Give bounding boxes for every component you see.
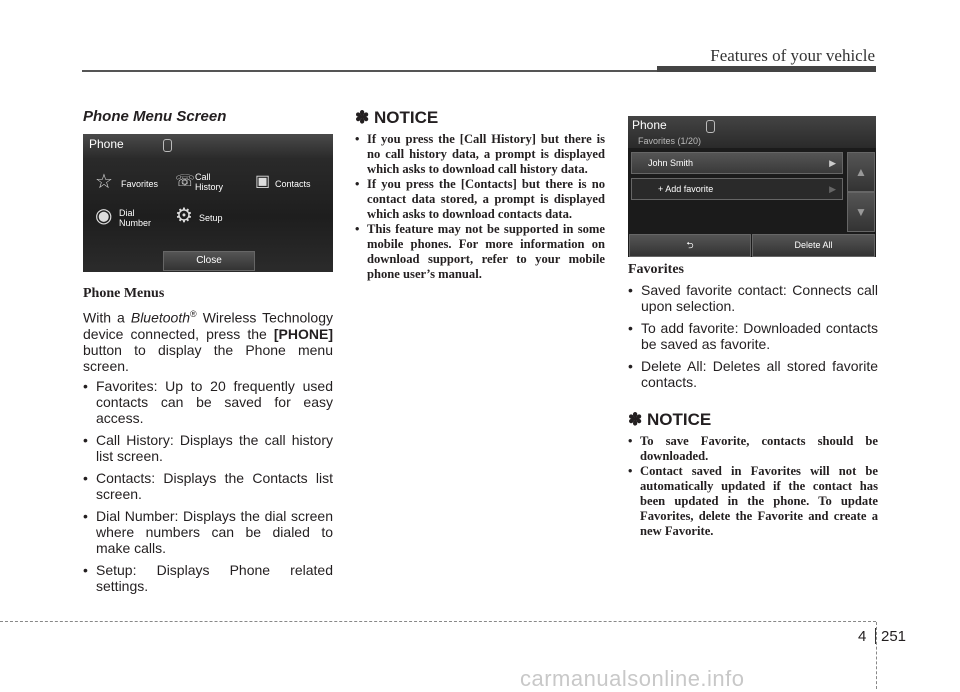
gear-icon: ⚙ [175, 205, 193, 227]
favorites-list [628, 282, 878, 390]
add-favorite-row: + Add favorite ▶ [631, 178, 843, 200]
intro-post: Wireless Technology device connected, press the [83, 309, 333, 342]
phone-key: [PHONE] [273, 325, 333, 342]
notice-title: ✽ NOTICE [355, 108, 439, 127]
footer-vline [876, 622, 877, 689]
delete-all-button: Delete All [752, 234, 875, 257]
list-item: • This feature may not be supported in some mobile phones. For more information on download support, refer to your mobile phone user’s manual. [355, 222, 605, 281]
list-item: • If you press the [Call History] but there is no call history data, a prompt is displayed which asks to download call history data. [355, 132, 605, 176]
scroll-down-icon: ▼ [847, 192, 875, 232]
menu-contacts: Contacts [275, 179, 311, 189]
contacts-icon: ▣ [255, 173, 271, 190]
intro-paragraph [83, 306, 333, 374]
menu-number: Number [119, 218, 152, 228]
menu-dial: Dial [119, 208, 135, 218]
play-icon: ▶ [829, 184, 836, 194]
bluetooth-word: Bluetooth [130, 309, 191, 326]
menu-favorites: Favorites [121, 179, 159, 189]
close-button: Close [163, 251, 255, 271]
registered-mark: ® [190, 309, 197, 319]
section-title: Phone Menu Screen [83, 108, 227, 125]
intro-end: button to display the Phone menu screen. [83, 341, 333, 374]
list-item: • Call History: Displays the call history list screen. [83, 431, 333, 464]
column-3 [628, 262, 878, 539]
star-icon: ☆ [95, 171, 113, 193]
column-2 [355, 108, 605, 282]
phone-menu-list [83, 378, 333, 594]
watermark: carmanualsonline.info [520, 666, 745, 691]
call-history-icon: ☏ [175, 173, 196, 190]
header-bar [657, 66, 876, 72]
favorites-count: Favorites (1/20) [638, 136, 702, 146]
sub-title: Favorites [628, 262, 684, 277]
screen-title: Phone [632, 118, 667, 132]
page-separator [875, 628, 876, 644]
notice-list [355, 132, 605, 282]
intro-pre: With a [83, 309, 131, 326]
play-icon: ▶ [829, 158, 836, 168]
column-1 [83, 108, 333, 133]
favorites-screen-image [628, 116, 876, 257]
notice-title: ✽ NOTICE [628, 410, 712, 429]
notice-list [628, 434, 878, 539]
menu-setup: Setup [199, 213, 223, 223]
running-header: Features of your vehicle [710, 46, 875, 65]
phone-menu-screen-image [83, 134, 333, 272]
list-item: • Contacts: Displays the Contacts list screen. [83, 469, 333, 502]
list-item: • Favorites: Up to 20 frequently used contacts can be saved for easy access. [83, 377, 333, 426]
back-button: ⮌ [629, 234, 751, 257]
chapter-number: 4 [858, 628, 867, 645]
menu-history: History [195, 182, 224, 192]
favorite-row: John Smith ▶ [631, 152, 843, 174]
header-rule [82, 70, 657, 72]
scroll-up-icon: ▲ [847, 152, 875, 192]
column-1-body [83, 282, 333, 600]
footer-rule [0, 621, 876, 622]
list-item: • Setup: Displays Phone related settings. [83, 561, 333, 594]
list-item: • Contact saved in Favorites will not be automatically updated if the contact has been updated in the phone. To update Favorites, delete the Favorite and create a new Favorite. [628, 464, 878, 538]
bluetooth-icon [706, 120, 715, 133]
sub-title: Phone Menus [83, 286, 165, 301]
list-item: • If you press the [Contacts] but there is no contact data stored, a prompt is displayed which asks to download contacts data. [355, 177, 605, 221]
list-item: • To add favorite: Downloaded contacts be saved as favorite. [628, 320, 878, 352]
list-item: • Delete All: Deletes all stored favorite contacts. [628, 358, 878, 390]
dial-icon: ◉ [95, 205, 113, 227]
list-item: • To save Favorite, contacts should be downloaded. [628, 434, 878, 463]
screen-title: Phone [89, 137, 124, 151]
list-item: • Dial Number: Displays the dial screen where numbers can be dialed to make calls. [83, 507, 333, 556]
menu-call: Call [195, 172, 211, 182]
bluetooth-icon [163, 139, 172, 152]
list-item: • Saved favorite contact: Connects call upon selection. [628, 282, 878, 314]
page-number: 251 [881, 628, 907, 645]
